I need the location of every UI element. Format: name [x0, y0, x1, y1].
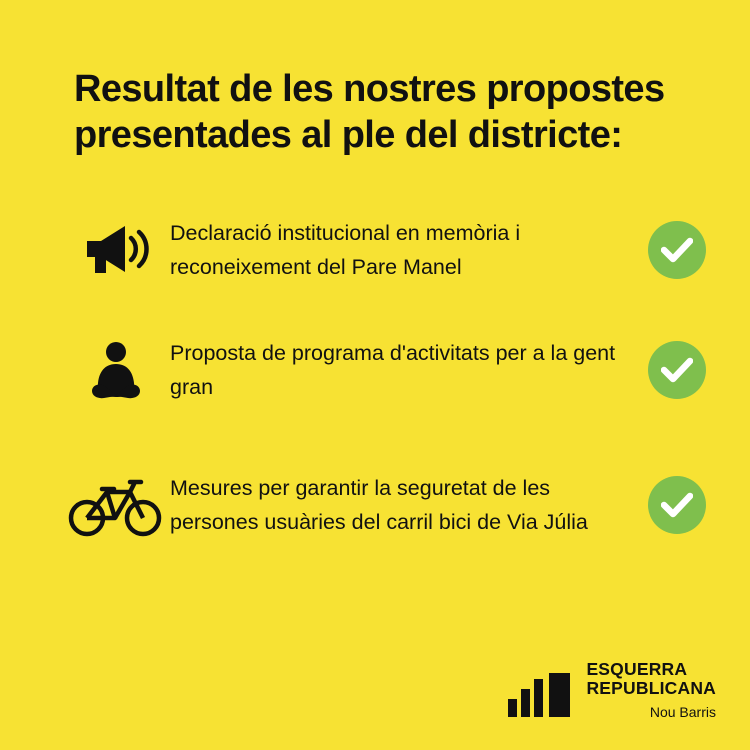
page-title-line-2: presentades al ple del districte:: [74, 114, 623, 157]
status-badge: [646, 325, 708, 399]
footer: [508, 660, 716, 722]
status-badge: [646, 205, 708, 279]
seated-person-icon: [68, 325, 164, 407]
list-item-label: Proposta de programa d'activitats per a la gent gran: [170, 341, 616, 399]
footer-name-line-2: REPUBLICANA: [586, 678, 716, 699]
check-icon: [648, 221, 706, 279]
bicycle-icon: [68, 460, 164, 538]
list-item: [0, 460, 750, 600]
proposal-list: [0, 205, 750, 600]
list-item: [0, 205, 750, 325]
check-icon: [648, 476, 706, 534]
esquerra-republicana-logo-icon: [508, 673, 574, 722]
footer-text: [586, 660, 716, 722]
list-item-label: Mesures per garantir la seguretat de les persones usuàries del carril bici de Via Júlia: [170, 476, 588, 534]
page-title: [74, 66, 694, 159]
list-item: [0, 325, 750, 460]
list-item-label: Declaració institucional en memòria i reconeixement del Pare Manel: [170, 221, 521, 279]
status-badge: [646, 460, 708, 534]
check-icon: [648, 341, 706, 399]
page-title-line-1: Resultat de les nostres propostes: [74, 68, 665, 110]
footer-subtitle: Nou Barris: [649, 704, 716, 720]
megaphone-icon: [68, 205, 164, 277]
footer-name-line-1: ESQUERRA: [586, 658, 688, 679]
